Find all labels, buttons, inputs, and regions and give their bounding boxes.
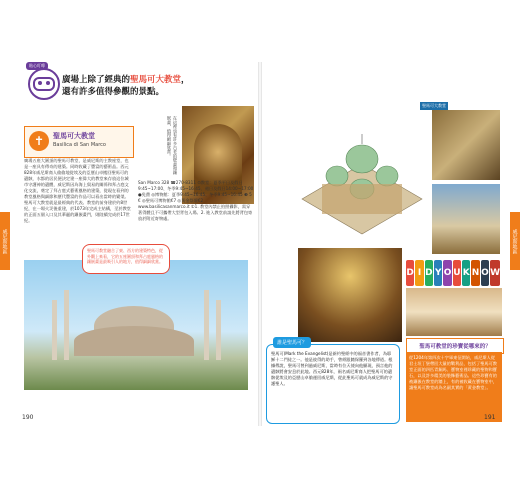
did-you-know-letter: D: [425, 260, 433, 286]
book-spread: [18, 62, 502, 426]
section-body: 廣場五座大圓頂的聖馬可教堂，是威尼斯的主教座堂，也是一座具有傳奇的建築。同時收藏了豐富的藝術品。西元828年威尼斯商人偷偷地從埃及的亞歷山卓搬回聖馬可的遺骸，水都的居民便決定建一座偉大的教堂來存放這位城市守護神的遺體，威尼斯因為海上貿易的關係和拜占庭文化交流，奠定了拜占庭式藝術風格的建築，從現在看到的教堂風格與細節和歷代豐富的作品可以看出當時的繁榮。聖馬可大教堂就是最經典的代表。教堂的前身建於約8世紀，在一場火災後重建，於1073年完成主結構，至於教堂的正面五個入口及其華麗的鑲嵌畫門，則陸續完成於17世紀。: [24, 158, 131, 223]
basilica-diagram: [292, 104, 432, 244]
did-you-know-letter: U: [453, 260, 461, 286]
right-edge-tab: 威尼斯地區: [510, 212, 520, 270]
basilica-photo: [432, 110, 500, 180]
did-you-know-banner: [406, 260, 500, 286]
hagia-sophia-photo: [24, 260, 248, 390]
who-is-st-mark-text: 聖馬可(Mark the Evangelist)是新約聖經中的福音書作者，為耶穌十二門徒之一。他是彼得的助手，曾經跟隨保羅到各地傳道。根據傳說，聖馬可曾到過威尼斯，當時有位天使向他顯現，預言他的遺骸將會安息於此地。西元828年，兩名威尼斯商人把聖馬可的遺骸從埃及的亞歷山卓偷運回威尼斯，從此聖馬可就成為威尼斯的守護聖人。: [271, 351, 393, 386]
mascot-icon: [28, 68, 60, 100]
who-is-st-mark-title: 誰是聖馬可？: [273, 337, 311, 348]
did-you-know-letter: O: [481, 260, 489, 286]
vertical-caption: 在這裡也有許多古老的壁畫和鑲嵌畫，值得細細欣賞。: [167, 116, 178, 175]
left-edge-tab: 威尼斯地區: [0, 212, 10, 270]
did-you-know-letter: W: [490, 260, 500, 286]
left-page: [18, 62, 258, 426]
section-title-zh: 聖馬可大教堂: [53, 132, 95, 140]
treasure-text: 從1204年第四次十字軍東征開始，威尼斯人從君士坦丁堡帶回大量的戰利品，包括了聖馬可教堂正面的四匹青銅馬、寶物室裡珍藏的聖物和寶石，以及許多精美的裝飾藝術品。這些珍寶有的被鑲嵌在教堂的牆上，有的被收藏在寶物室中，讓聖馬可教堂成為名副其實的「黃金教堂」。: [406, 352, 502, 422]
did-you-know-letter: D: [406, 260, 414, 286]
mascot-tag: 貼心叮嚀: [26, 62, 48, 70]
treasury-photo: [406, 288, 502, 336]
page-number: 191: [484, 414, 496, 421]
section-title-box: [24, 126, 134, 158]
visitor-info: San Marco 328 ☎270-8311 ⊙教堂：夏季平日及假日9:45~17:00、冬季9:45~16:45、週日及假日14:00~17:00 ●免費 ◎博物館：夏季9:45~16:45、冬季9:45~16:45 ❸ 5 € ◎聖馬可博物館€7 ◎黃金祭壇€2 www.basilicasanmarco.it ①1. 教堂內禁止拍照攝影，需穿著得體且不可攜帶大型背包入場。2. 進入教堂前請先將背包寄放於附近寄物處。: [138, 180, 254, 221]
cross-icon: ✝: [29, 131, 49, 151]
treasure-title: 聖馬可教堂的珍寶從哪來的？: [406, 338, 504, 354]
who-is-st-mark-box: [266, 340, 400, 424]
did-you-know-letter: K: [462, 260, 470, 286]
facade-photo: [432, 184, 500, 254]
did-you-know-letter: O: [443, 260, 451, 286]
did-you-know-letter: I: [415, 260, 423, 286]
did-you-know-letter: N: [471, 260, 479, 286]
speech-bubble: 聖馬可教堂融合了東、西方的建築特色，從外觀上來看，它的五座圓頂和拜占庭風格的鑲嵌畫是最吸引人的地方，值得細細欣賞。: [82, 244, 170, 274]
page-number: 190: [22, 414, 34, 421]
interior-photo: [298, 248, 402, 342]
page-headline: 廣場上除了經典的聖馬可大教堂， 還有許多值得參觀的景點。: [62, 75, 190, 97]
photo-label: 聖馬可大教堂: [422, 103, 446, 108]
right-page: [262, 62, 502, 426]
section-title-en: Basilica di San Marco: [53, 142, 106, 148]
did-you-know-letter: Y: [434, 260, 442, 286]
